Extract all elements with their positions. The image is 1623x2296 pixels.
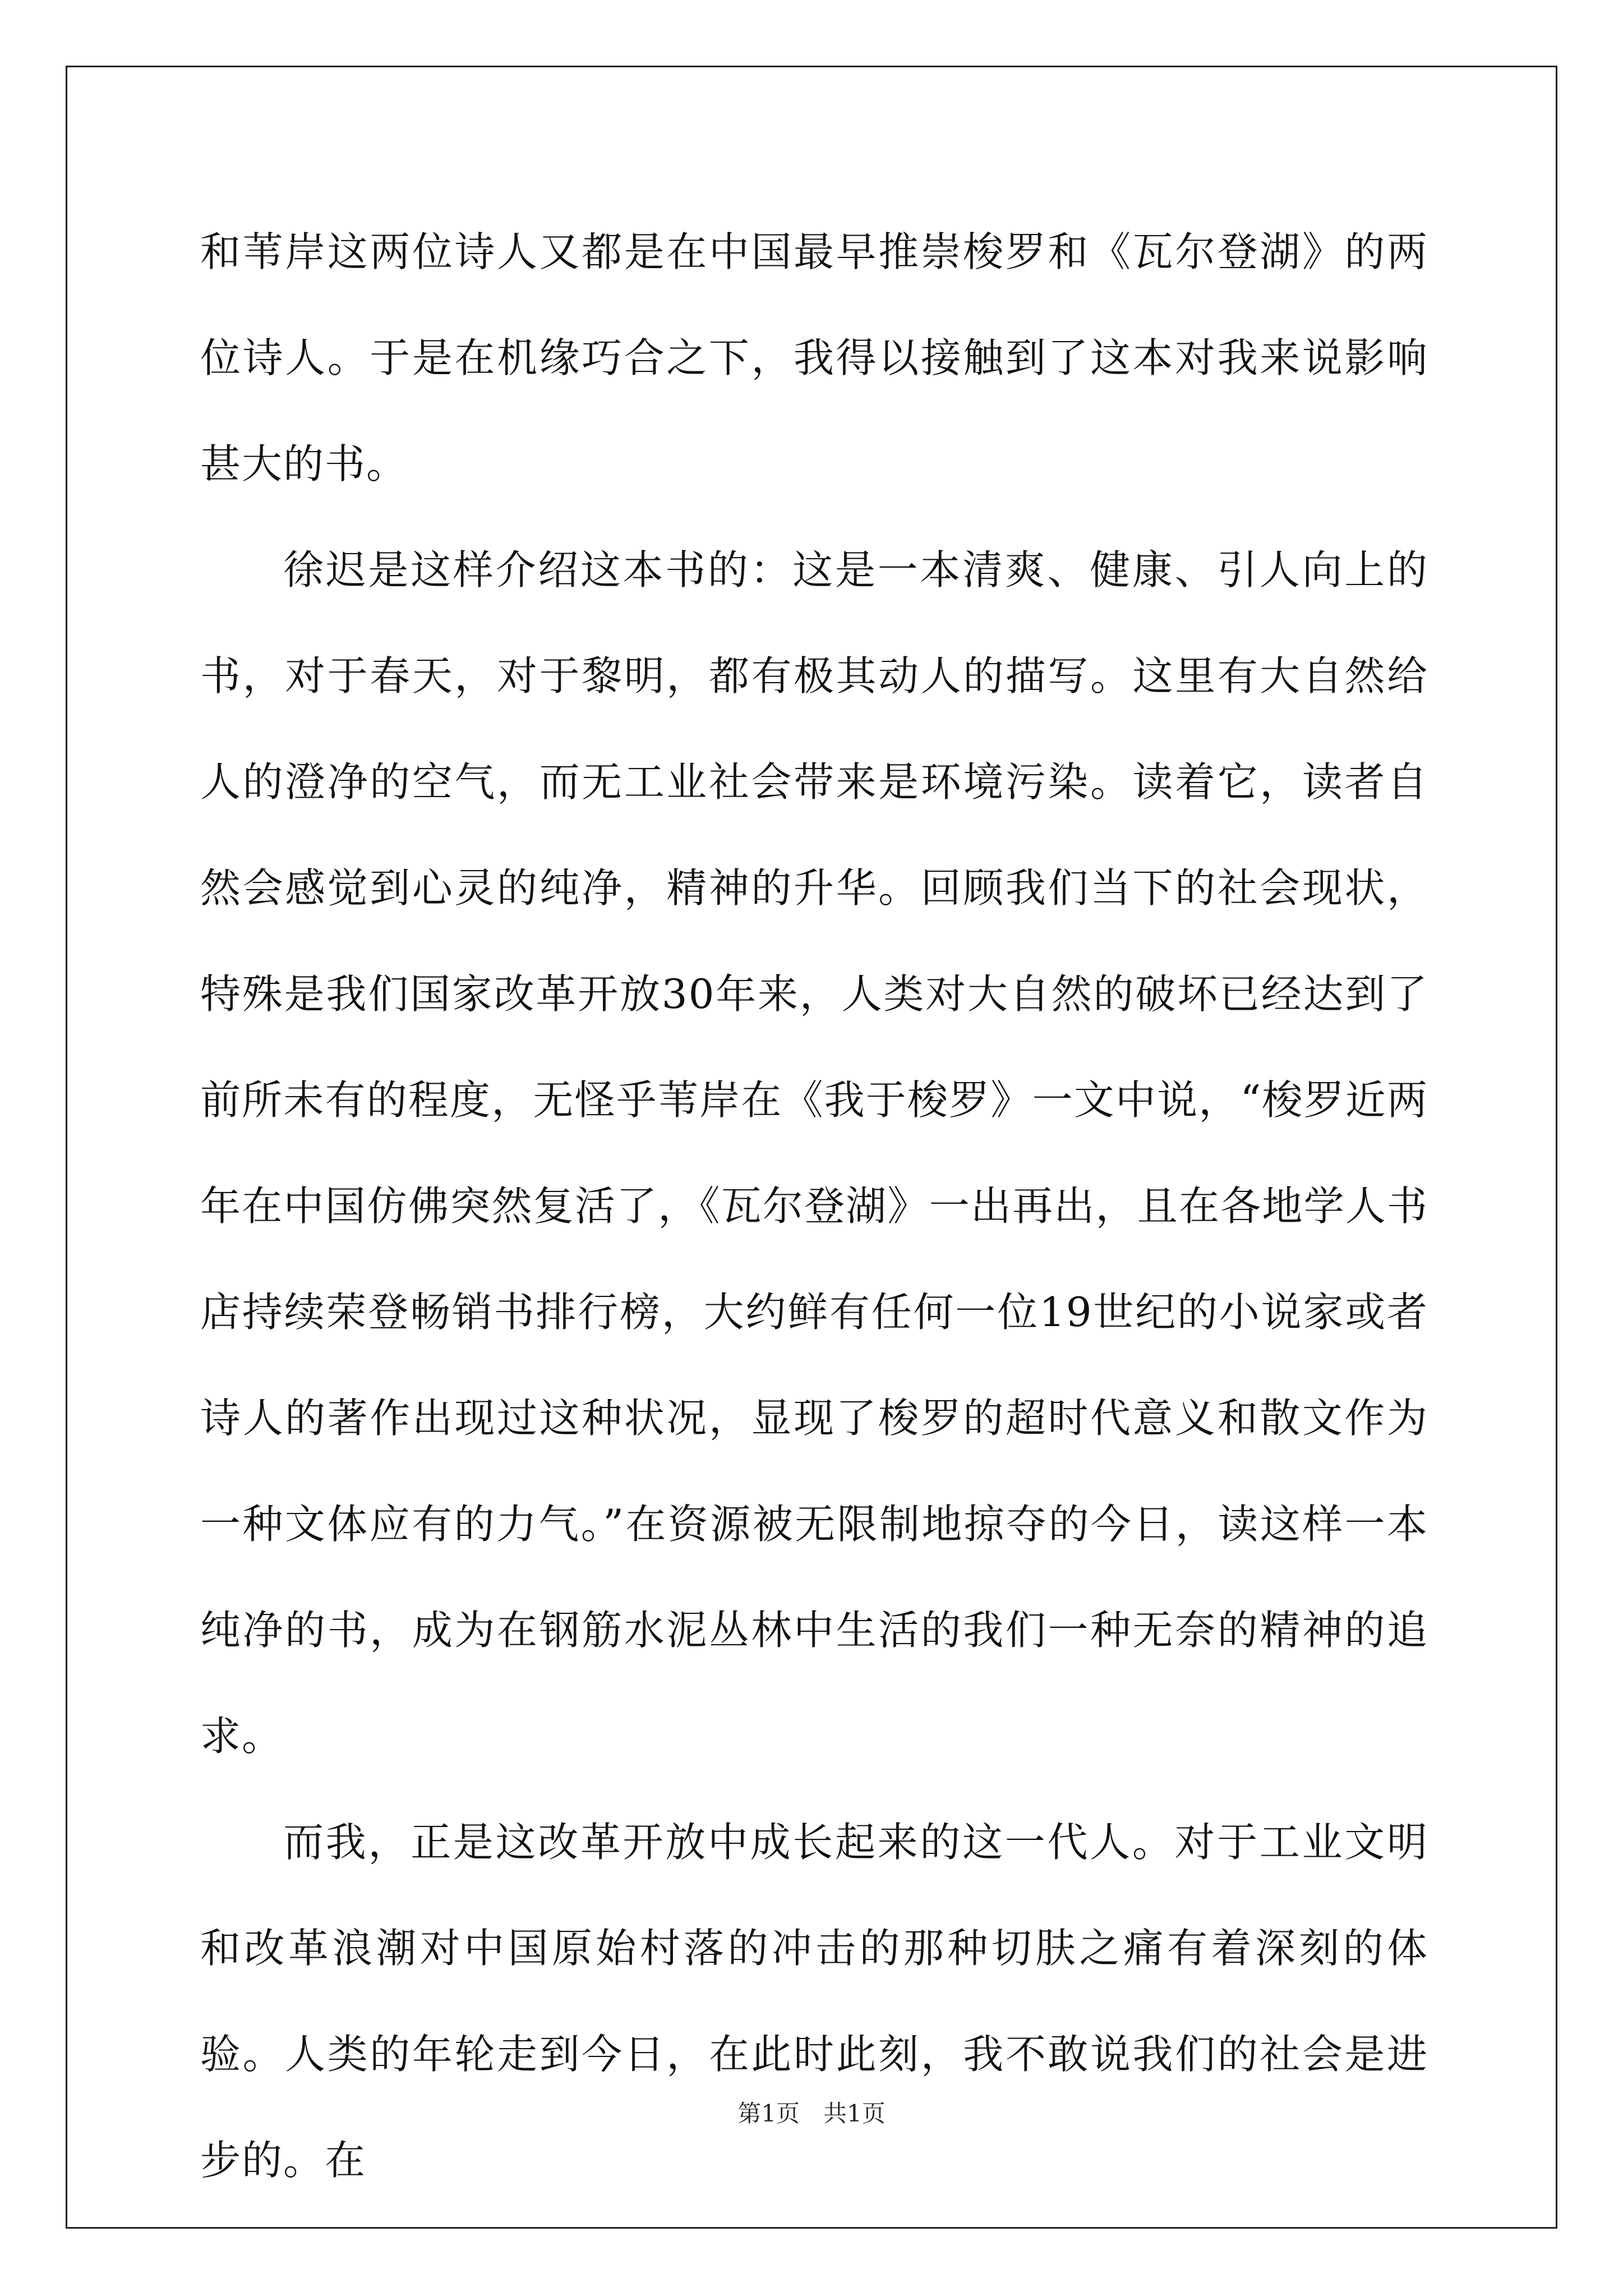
page-number-footer: 第1页 共1页 <box>737 2100 886 2127</box>
paragraph-3: 而我，正是这改革开放中成长起来的这一代人。对于工业文明和改革浪潮对中国原始村落的冲击的那种切肤之痛有着深刻的体验。人类的年轮走到今日，在此时此刻，我不敢说我们的社会是进步的。在 <box>200 1819 1428 2184</box>
paragraph-2: 徐迟是这样介绍这本书的：这是一本清爽、健康、引人向上的书，对于春天，对于黎明，都有极其动人的描写。这里有大自然给人的澄净的空气，而无工业社会带来是环境污染。读着它，读者自然会感觉到心灵的纯净，精神的升华。回顾我们当下的社会现状，特殊是我们国家改革开放30年来，人类对大自然的破坏已经达到了前所未有的程度，无怪乎苇岸在《我于梭罗》一文中说，“梭罗近两年在中国仿佛突然复活了，《瓦尔登湖》一出再出，且在各地学人书店持续荣登畅销书排行榜，大约鲜有任何一位19世纪的小说家或者诗人的著作出现过这种状况，显现了梭罗的超时代意义和散文作为一种文体应有的力气。”在资源被无限制地掠夺的今日，读这样一本纯净的书，成为在钢筋水泥丛林中生活的我们一种无奈的精神的追求。 <box>200 546 1428 1760</box>
document-body <box>200 199 1428 2214</box>
paragraph-1: 和苇岸这两位诗人又都是在中国最早推崇梭罗和《瓦尔登湖》的两位诗人。于是在机缘巧合之下，我得以接触到了这本对我来说影响甚大的书。 <box>200 228 1428 487</box>
